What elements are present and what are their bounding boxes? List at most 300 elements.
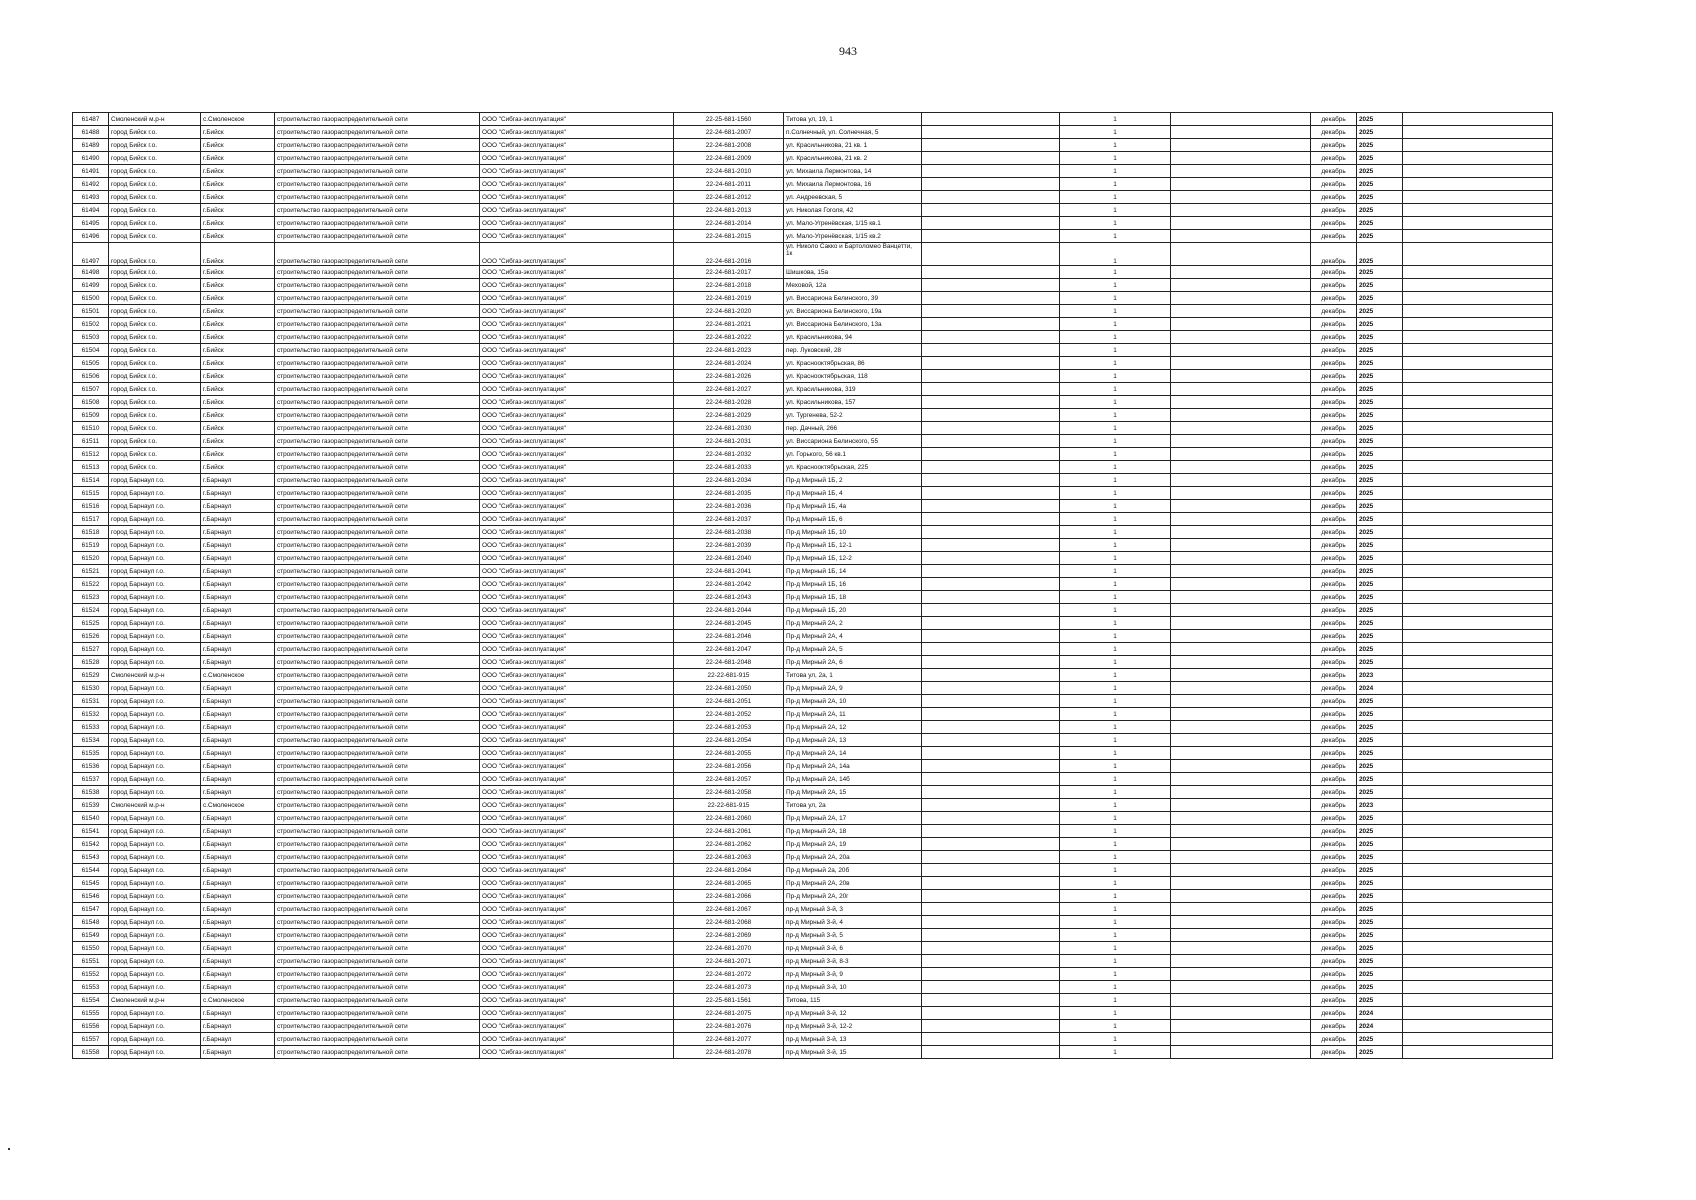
cell-organization: ООО "Сибгаз-эксплуатация" [480,113,674,126]
cell-settlement: г.Барнаул [201,773,275,786]
cell-district: город Барнаул г.о. [109,838,201,851]
cell-note [1171,243,1311,266]
cell-record-number: 61540 [73,812,109,825]
cell-registry-code: 22-24-681-2030 [674,422,784,435]
cell-registry-code: 22-24-681-2039 [674,539,784,552]
table-row [73,152,1553,165]
cell-quantity: 1 [1060,617,1171,630]
cell-organization: ООО "Сибгаз-эксплуатация" [480,968,674,981]
cell-year: 2025 [1357,916,1403,929]
cell-record-number: 61530 [73,682,109,695]
cell-district: город Барнаул г.о. [109,617,201,630]
cell-note [1171,370,1311,383]
cell-month: декабрь [1311,760,1357,773]
table-row [73,474,1553,487]
cell-year: 2025 [1357,526,1403,539]
table-row [73,526,1553,539]
cell-district: Смоленский м.р-н [109,113,201,126]
cell-year: 2025 [1357,812,1403,825]
cell-quantity: 1 [1060,243,1171,266]
cell-year: 2025 [1357,370,1403,383]
cell-year: 2025 [1357,318,1403,331]
cell-district: город Бийск г.о. [109,279,201,292]
table-row [73,968,1553,981]
cell-blank [1403,204,1553,217]
table-row [73,617,1553,630]
cell-settlement: г.Бийск [201,266,275,279]
cell-record-number: 61493 [73,191,109,204]
cell-quantity: 1 [1060,487,1171,500]
cell-settlement: г.Барнаул [201,604,275,617]
cell-extra [922,708,1060,721]
cell-note [1171,838,1311,851]
cell-quantity: 1 [1060,318,1171,331]
cell-work-type: строительство газораспределительной сети [275,864,480,877]
cell-address: ул. Мало-Угренёвская, 1/15 кв.1 [784,217,922,230]
cell-registry-code: 22-24-681-2023 [674,344,784,357]
cell-record-number: 61519 [73,539,109,552]
table-row [73,565,1553,578]
cell-work-type: строительство газораспределительной сети [275,669,480,682]
table-row [73,604,1553,617]
cell-month: декабрь [1311,318,1357,331]
cell-district: город Барнаул г.о. [109,734,201,747]
cell-year: 2025 [1357,292,1403,305]
cell-blank [1403,734,1553,747]
cell-blank [1403,981,1553,994]
cell-district: город Барнаул г.о. [109,1046,201,1059]
cell-year: 2025 [1357,565,1403,578]
cell-work-type: строительство газораспределительной сети [275,178,480,191]
cell-district: город Барнаул г.о. [109,565,201,578]
cell-year: 2025 [1357,578,1403,591]
cell-record-number: 61531 [73,695,109,708]
cell-note [1171,877,1311,890]
cell-organization: ООО "Сибгаз-эксплуатация" [480,461,674,474]
cell-quantity: 1 [1060,435,1171,448]
cell-year: 2025 [1357,591,1403,604]
cell-district: город Барнаул г.о. [109,864,201,877]
cell-quantity: 1 [1060,500,1171,513]
cell-district: город Барнаул г.о. [109,825,201,838]
cell-record-number: 61516 [73,500,109,513]
cell-extra [922,747,1060,760]
cell-note [1171,305,1311,318]
cell-work-type: строительство газораспределительной сети [275,591,480,604]
cell-work-type: строительство газораспределительной сети [275,812,480,825]
table-row [73,890,1553,903]
cell-organization: ООО "Сибгаз-эксплуатация" [480,1046,674,1059]
table-row [73,825,1553,838]
table-row [73,994,1553,1007]
cell-month: декабрь [1311,851,1357,864]
cell-work-type: строительство газораспределительной сети [275,890,480,903]
cell-organization: ООО "Сибгаз-эксплуатация" [480,656,674,669]
cell-quantity: 1 [1060,305,1171,318]
cell-blank [1403,591,1553,604]
cell-registry-code: 22-24-681-2044 [674,604,784,617]
cell-organization: ООО "Сибгаз-эксплуатация" [480,357,674,370]
cell-year: 2025 [1357,500,1403,513]
cell-month: декабрь [1311,890,1357,903]
cell-settlement: г.Барнаул [201,1033,275,1046]
cell-extra [922,864,1060,877]
cell-extra [922,604,1060,617]
cell-district: город Бийск г.о. [109,331,201,344]
cell-record-number: 61487 [73,113,109,126]
cell-quantity: 1 [1060,578,1171,591]
cell-registry-code: 22-24-681-2069 [674,929,784,942]
cell-note [1171,409,1311,422]
cell-work-type: строительство газораспределительной сети [275,513,480,526]
cell-settlement: г.Бийск [201,448,275,461]
cell-note [1171,552,1311,565]
cell-quantity: 1 [1060,825,1171,838]
cell-note [1171,474,1311,487]
cell-note [1171,266,1311,279]
cell-month: декабрь [1311,786,1357,799]
cell-organization: ООО "Сибгаз-эксплуатация" [480,643,674,656]
cell-work-type: строительство газораспределительной сети [275,461,480,474]
table-row [73,448,1553,461]
cell-month: декабрь [1311,152,1357,165]
cell-extra [922,552,1060,565]
cell-registry-code: 22-24-681-2007 [674,126,784,139]
cell-district: город Барнаул г.о. [109,773,201,786]
cell-address: пр-д Мирный 3-й, 9 [784,968,922,981]
cell-blank [1403,500,1553,513]
cell-blank [1403,292,1553,305]
cell-quantity: 1 [1060,981,1171,994]
cell-extra [922,643,1060,656]
cell-address: Пр-д Мирный 2А, 10 [784,695,922,708]
table-row [73,721,1553,734]
table-row [73,1046,1553,1059]
cell-settlement: г.Барнаул [201,630,275,643]
cell-address: ул. Красильникова, 21 кв. 1 [784,139,922,152]
cell-record-number: 61522 [73,578,109,591]
cell-quantity: 1 [1060,721,1171,734]
cell-organization: ООО "Сибгаз-эксплуатация" [480,409,674,422]
cell-month: декабрь [1311,331,1357,344]
cell-settlement: г.Барнаул [201,968,275,981]
cell-blank [1403,786,1553,799]
cell-blank [1403,877,1553,890]
cell-settlement: г.Барнаул [201,487,275,500]
cell-blank [1403,695,1553,708]
cell-month: декабрь [1311,422,1357,435]
cell-organization: ООО "Сибгаз-эксплуатация" [480,1020,674,1033]
cell-note [1171,1007,1311,1020]
table-row [73,591,1553,604]
cell-work-type: строительство газораспределительной сети [275,695,480,708]
cell-registry-code: 22-22-681-915 [674,799,784,812]
cell-work-type: строительство газораспределительной сети [275,331,480,344]
cell-note [1171,994,1311,1007]
cell-district: Смоленский м.р-н [109,994,201,1007]
cell-month: декабрь [1311,178,1357,191]
cell-record-number: 61496 [73,230,109,243]
cell-work-type: строительство газораспределительной сети [275,448,480,461]
cell-work-type: строительство газораспределительной сети [275,318,480,331]
cell-organization: ООО "Сибгаз-эксплуатация" [480,266,674,279]
cell-extra [922,500,1060,513]
cell-month: декабрь [1311,1020,1357,1033]
cell-organization: ООО "Сибгаз-эксплуатация" [480,474,674,487]
cell-settlement: г.Барнаул [201,578,275,591]
cell-district: город Барнаул г.о. [109,526,201,539]
table-row [73,955,1553,968]
cell-organization: ООО "Сибгаз-эксплуатация" [480,669,674,682]
cell-district: город Барнаул г.о. [109,604,201,617]
cell-quantity: 1 [1060,695,1171,708]
cell-month: декабрь [1311,695,1357,708]
cell-quantity: 1 [1060,165,1171,178]
cell-year: 2025 [1357,1033,1403,1046]
cell-record-number: 61517 [73,513,109,526]
cell-work-type: строительство газораспределительной сети [275,191,480,204]
cell-settlement: г.Барнаул [201,526,275,539]
cell-address: ул. Красильникова, 21 кв. 2 [784,152,922,165]
cell-address: Пр-д Мирный 2А, 12 [784,721,922,734]
cell-record-number: 61505 [73,357,109,370]
cell-year: 2025 [1357,877,1403,890]
cell-quantity: 1 [1060,591,1171,604]
cell-record-number: 61506 [73,370,109,383]
table-row [73,217,1553,230]
cell-organization: ООО "Сибгаз-эксплуатация" [480,1033,674,1046]
table-row [73,630,1553,643]
cell-address: пер. Дачный, 266 [784,422,922,435]
cell-extra [922,799,1060,812]
cell-blank [1403,344,1553,357]
cell-extra [922,812,1060,825]
cell-address: ул. Михаила Лермонтова, 14 [784,165,922,178]
cell-extra [922,1020,1060,1033]
cell-note [1171,747,1311,760]
cell-year: 2025 [1357,217,1403,230]
cell-quantity: 1 [1060,786,1171,799]
cell-work-type: строительство газораспределительной сети [275,851,480,864]
cell-note [1171,851,1311,864]
cell-quantity: 1 [1060,139,1171,152]
cell-month: декабрь [1311,838,1357,851]
cell-record-number: 61542 [73,838,109,851]
cell-registry-code: 22-24-681-2026 [674,370,784,383]
table-row [73,916,1553,929]
table-row [73,578,1553,591]
cell-settlement: г.Бийск [201,243,275,266]
cell-blank [1403,370,1553,383]
cell-month: декабрь [1311,994,1357,1007]
cell-registry-code: 22-24-681-2020 [674,305,784,318]
table-row [73,370,1553,383]
cell-work-type: строительство газораспределительной сети [275,799,480,812]
cell-settlement: г.Барнаул [201,812,275,825]
cell-extra [922,1007,1060,1020]
cell-address: Пр-д Мирный 2А, 18 [784,825,922,838]
cell-organization: ООО "Сибгаз-эксплуатация" [480,526,674,539]
cell-extra [922,786,1060,799]
cell-record-number: 61554 [73,994,109,1007]
cell-quantity: 1 [1060,126,1171,139]
cell-address: ул. Николая Гоголя, 42 [784,204,922,217]
cell-month: декабрь [1311,435,1357,448]
cell-registry-code: 22-24-681-2047 [674,643,784,656]
cell-year: 2025 [1357,539,1403,552]
cell-address: ул. Виссариона Белинского, 55 [784,435,922,448]
cell-year: 2025 [1357,708,1403,721]
cell-year: 2025 [1357,230,1403,243]
cell-address: Пр-д Мирный 2А, 14а [784,760,922,773]
cell-year: 2025 [1357,617,1403,630]
cell-organization: ООО "Сибгаз-эксплуатация" [480,305,674,318]
cell-blank [1403,721,1553,734]
cell-quantity: 1 [1060,513,1171,526]
cell-extra [922,409,1060,422]
cell-quantity: 1 [1060,747,1171,760]
table-row [73,864,1553,877]
cell-year: 2025 [1357,331,1403,344]
cell-blank [1403,1020,1553,1033]
cell-quantity: 1 [1060,1046,1171,1059]
cell-settlement: г.Бийск [201,396,275,409]
cell-month: декабрь [1311,139,1357,152]
cell-year: 2025 [1357,178,1403,191]
cell-organization: ООО "Сибгаз-эксплуатация" [480,877,674,890]
cell-settlement: г.Барнаул [201,656,275,669]
cell-settlement: с.Смоленское [201,669,275,682]
cell-settlement: г.Бийск [201,357,275,370]
cell-registry-code: 22-24-681-2060 [674,812,784,825]
cell-extra [922,204,1060,217]
cell-month: декабрь [1311,981,1357,994]
table-row [73,903,1553,916]
cell-year: 2025 [1357,929,1403,942]
cell-work-type: строительство газораспределительной сети [275,682,480,695]
cell-quantity: 1 [1060,526,1171,539]
cell-work-type: строительство газораспределительной сети [275,230,480,243]
cell-work-type: строительство газораспределительной сети [275,617,480,630]
cell-organization: ООО "Сибгаз-эксплуатация" [480,942,674,955]
cell-settlement: г.Барнаул [201,565,275,578]
cell-address: пр-д Мирный 3-й, 15 [784,1046,922,1059]
cell-year: 2025 [1357,513,1403,526]
cell-month: декабрь [1311,734,1357,747]
cell-note [1171,126,1311,139]
cell-quantity: 1 [1060,760,1171,773]
cell-organization: ООО "Сибгаз-эксплуатация" [480,552,674,565]
cell-registry-code: 22-24-681-2035 [674,487,784,500]
cell-address: Пр-д Мирный 2А, 14 [784,747,922,760]
cell-quantity: 1 [1060,669,1171,682]
cell-quantity: 1 [1060,890,1171,903]
cell-settlement: г.Бийск [201,318,275,331]
cell-month: декабрь [1311,864,1357,877]
cell-extra [922,994,1060,1007]
cell-address: Пр-д Мирный 1Б, 4 [784,487,922,500]
cell-address: ул. Михаила Лермонтова, 16 [784,178,922,191]
cell-blank [1403,178,1553,191]
cell-extra [922,877,1060,890]
cell-extra [922,721,1060,734]
table-row [73,178,1553,191]
cell-note [1171,734,1311,747]
cell-blank [1403,422,1553,435]
cell-blank [1403,669,1553,682]
cell-organization: ООО "Сибгаз-эксплуатация" [480,500,674,513]
cell-record-number: 61527 [73,643,109,656]
cell-district: город Бийск г.о. [109,204,201,217]
cell-year: 2025 [1357,942,1403,955]
cell-work-type: строительство газораспределительной сети [275,825,480,838]
cell-extra [922,890,1060,903]
cell-work-type: строительство газораспределительной сети [275,113,480,126]
cell-blank [1403,812,1553,825]
cell-extra [922,230,1060,243]
cell-district: город Барнаул г.о. [109,942,201,955]
cell-district: город Бийск г.о. [109,152,201,165]
table-row [73,396,1553,409]
cell-work-type: строительство газораспределительной сети [275,968,480,981]
cell-year: 2025 [1357,695,1403,708]
cell-settlement: г.Бийск [201,165,275,178]
cell-settlement: г.Барнаул [201,890,275,903]
cell-blank [1403,539,1553,552]
cell-organization: ООО "Сибгаз-эксплуатация" [480,279,674,292]
table-row [73,139,1553,152]
cell-registry-code: 22-24-681-2075 [674,1007,784,1020]
cell-address: ул. Краснооктябрьская, 118 [784,370,922,383]
table-row [73,409,1553,422]
table-row [73,851,1553,864]
cell-work-type: строительство газораспределительной сети [275,994,480,1007]
cell-quantity: 1 [1060,851,1171,864]
cell-blank [1403,448,1553,461]
cell-quantity: 1 [1060,682,1171,695]
cell-settlement: г.Барнаул [201,916,275,929]
cell-year: 2025 [1357,305,1403,318]
cell-extra [922,539,1060,552]
cell-record-number: 61495 [73,217,109,230]
cell-note [1171,578,1311,591]
cell-district: город Бийск г.о. [109,435,201,448]
cell-extra [922,113,1060,126]
table-row [73,708,1553,721]
cell-organization: ООО "Сибгаз-эксплуатация" [480,318,674,331]
cell-address: ул. Мало-Угренёвская, 1/15 кв.2 [784,230,922,243]
cell-month: декабрь [1311,1033,1357,1046]
cell-note [1171,890,1311,903]
cell-settlement: г.Барнаул [201,708,275,721]
cell-record-number: 61521 [73,565,109,578]
cell-month: декабрь [1311,682,1357,695]
cell-blank [1403,903,1553,916]
cell-registry-code: 22-24-681-2071 [674,955,784,968]
cell-organization: ООО "Сибгаз-эксплуатация" [480,165,674,178]
cell-record-number: 61503 [73,331,109,344]
cell-blank [1403,396,1553,409]
cell-registry-code: 22-24-681-2050 [674,682,784,695]
cell-settlement: г.Бийск [201,409,275,422]
cell-note [1171,113,1311,126]
cell-organization: ООО "Сибгаз-эксплуатация" [480,591,674,604]
cell-record-number: 61497 [73,243,109,266]
cell-month: декабрь [1311,877,1357,890]
cell-quantity: 1 [1060,838,1171,851]
cell-note [1171,448,1311,461]
cell-organization: ООО "Сибгаз-эксплуатация" [480,929,674,942]
